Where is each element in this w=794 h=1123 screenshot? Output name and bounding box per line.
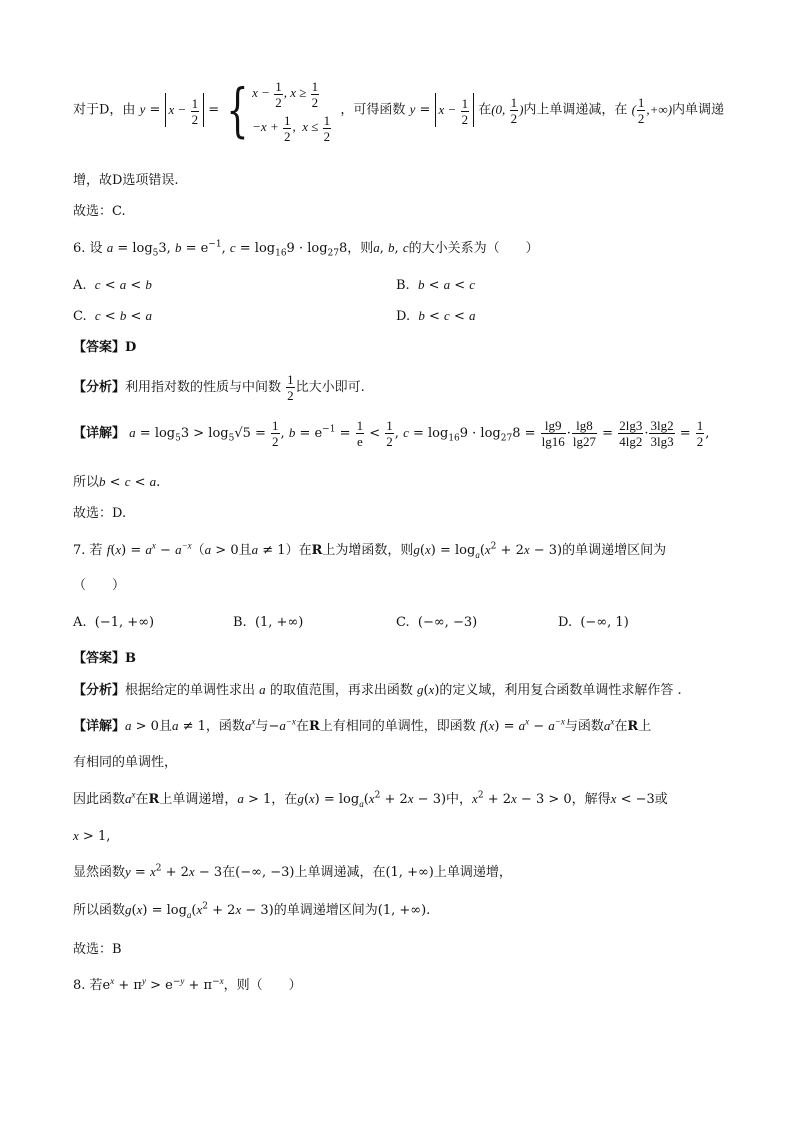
text: 在 xyxy=(478,102,492,118)
text: ，可得函数 xyxy=(340,102,406,118)
detail: 【详解】a > 0且a ≠ 1，函数$a^x$与$-a^{-x}$在R上有相同的单调性，即函数 $f(x) = a^x - a^{-x}$与函数$a^x$在R上 xyxy=(73,716,652,734)
answer: 【答案】D xyxy=(73,340,137,355)
solution-d-line: 对于D，由 y = x − $\frac{1}{2}$ = { x − $\frac{1}{2}$ , x ≥ $\frac{1}{2}$ −x + $\frac{1}{2}$ , x ≤ $\frac{1}{2}$ ，可得函数 y = x − $\frac{1}{2}$ 在(0, $\frac{1}{2}$ )内上单调递减，在 ( $\frac{1}{2}$ ,+∞)内单调递 xyxy=(73,76,725,144)
option-c: C. (−∞, −3) xyxy=(396,615,478,630)
option-a: A. c < a < b xyxy=(73,277,152,293)
text: 有相同的单调性， xyxy=(73,755,178,770)
text: 故选：C. xyxy=(73,204,126,219)
question-6: 6. 设 $a = \log_53$, $b = e^{-1}$, $c = \log_{16}9 \cdot \log_{27}8$，则a, b, c的大小关系为（ ） xyxy=(73,239,539,259)
text: 故选：B xyxy=(73,942,122,957)
text: 对于D，由 xyxy=(73,102,136,118)
answer: 【答案】B xyxy=(73,651,136,666)
text: 增，故D选项错误. xyxy=(73,173,179,188)
text: 所以函数$g(x) = \log_a(x^2 + 2x - 3)$的单调递增区间为(1, +∞). xyxy=(73,901,431,920)
option-d: D. (−∞, 1) xyxy=(558,615,629,630)
text: 所以b < c < a. xyxy=(73,474,161,490)
option-c: C. c < b < a xyxy=(73,308,153,324)
option-b: B. (1, +∞) xyxy=(233,615,304,630)
option-d: D. b < c < a xyxy=(396,308,476,324)
analysis: 【分析】利用指对数的性质与中间数 $\frac{1}{2}$ 比大小即可. xyxy=(73,372,365,403)
detail: 【详解】 $a = \log_53 > \log_5√5$ = $\frac{1}{2}$ , $b = e^{-1}$ = $\frac{1}{e}$ < $\frac{1}{2}$ , $c = \log_{16}9 \cdot \log_{27}8$ = $\frac{\lg 9}{\lg 16}$ · $\frac{\lg 8}{\lg 27}$ = $\frac{2\lg 3}{4\lg 2}$ · $\frac{3\lg 2}{3\lg 3}$ = $\frac{1}{2}$ , xyxy=(73,418,710,449)
text: 故选：D. xyxy=(73,506,127,521)
text: （ ） xyxy=(73,578,126,593)
option-b: B. b < a < c xyxy=(396,277,476,293)
text: 内单调递 xyxy=(672,102,725,118)
analysis: 【分析】根据给定的单调性求出 a 的取值范围，再求出函数 g(x)的定义域，利用复合函数单调性求解作答 . xyxy=(73,682,682,698)
text: 显然函数$y = x^2 + 2x - 3$在(−∞, −3)上单调递减，在(1, +∞)上单调递增， xyxy=(73,863,512,880)
text: x > 1, xyxy=(73,828,111,844)
text: 内上单调递减，在 xyxy=(523,102,628,118)
option-a: A. (−1, +∞) xyxy=(73,615,155,630)
question-7: 7. 若 $f(x) = a^x - a^{-x}(a > 0$且a ≠ 1）在R上为增函数，则$g(x) = \log_a(x^2 + 2x - 3)$的单调递增区间为 xyxy=(73,540,667,560)
question-8: 8. 若$e^x + \pi^y > e^{-y} + \pi^{-x}$，则（ ） xyxy=(73,975,302,993)
text: 因此函数$a^x$在R上单调递增，a > 1，在$g(x) = \log_a(x^2 + 2x - 3)$中，$x^2 + 2x - 3 > 0$，解得x < −3或 xyxy=(73,789,668,809)
